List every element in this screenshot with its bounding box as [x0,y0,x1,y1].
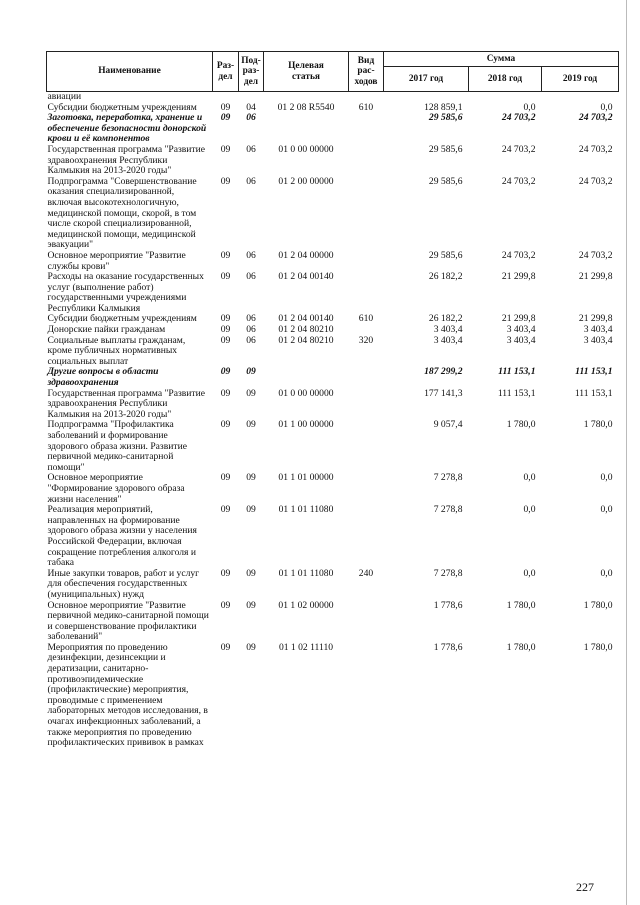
row-razdel-cell: 09 [220,143,231,155]
page-number: 227 [576,880,594,894]
row-2018-cell: 1 780,0 [506,599,536,611]
row-target-cell: 01 2 04 00140 [278,271,334,283]
row-name-cell: Основное мероприятие "Развитие первичной медико-санитарной помощи и совершенствование профилактики заболеваний" [47,599,209,643]
row-target-cell: 01 1 02 00000 [278,599,334,611]
row-target-cell: 01 1 01 11080 [278,567,334,579]
row-podrazdel-cell: 06 [246,175,256,187]
header-target-text: Целевая статья [288,61,324,82]
row-razdel-cell: 09 [220,641,231,653]
row-vid-cell [349,177,384,251]
row-2018-cell: 3 403,4 [506,334,536,346]
row-razdel-cell: 09 [220,112,231,124]
row-vid-cell [349,113,384,145]
row-name-cell: Иные закупки товаров, работ и услуг для обеспечения государственных (муниципальных) нужд [47,567,200,600]
row-vid-cell [349,367,384,388]
row-vid-cell: 320 [358,334,374,346]
row-2018-cell: 3 403,4 [506,324,536,336]
table-row [47,92,619,103]
row-2019-cell: 24 703,2 [578,249,613,261]
row-name-cell: Социальные выплаты гражданам, кроме публичных нормативных социальных выплат [47,334,186,367]
row-2019-cell: 0,0 [600,504,613,516]
row-2019-cell: 24 703,2 [578,112,613,124]
row-2018-cell: 24 703,2 [501,175,536,187]
budget-table-sheet [46,51,618,749]
row-target-cell [264,113,349,145]
row-podrazdel-cell [239,92,264,103]
row-name-cell: Расходы на оказание государственных услуг (выполнение работ) государственными учреждениями Республики Калмыкия [47,271,204,314]
row-target-cell: 01 1 01 11080 [278,504,334,516]
row-podrazdel-cell: 06 [246,112,256,124]
row-podrazdel-cell: 09 [246,567,256,579]
row-podrazdel-cell: 09 [246,419,256,431]
row-razdel-cell: 09 [220,249,231,261]
table-body [47,92,619,749]
row-target-cell: 01 2 04 00140 [278,313,334,325]
row-razdel-cell: 09 [220,567,231,579]
row-vid-cell [349,473,384,505]
row-name-cell: Основное мероприятие "Формирование здорового образа жизни населения" [47,472,185,505]
row-vid-cell [349,420,384,473]
row-2019-cell: 3 403,4 [583,334,613,346]
row-vid-cell [349,272,384,314]
row-podrazdel-cell: 09 [246,641,256,653]
row-2017-cell: 9 057,4 [433,419,463,431]
table-row [47,145,619,177]
row-2018-cell: 0,0 [523,504,536,516]
row-2017-cell: 1 778,6 [433,599,463,611]
table-row [47,367,619,388]
header-podrazdel-text: Под- раз- дел [241,55,261,87]
row-podrazdel-cell: 06 [246,334,256,346]
row-razdel-cell: 09 [220,313,231,325]
row-2017-cell: 29 585,6 [428,112,463,124]
row-target-cell [264,92,349,103]
header-podrazdel [239,52,264,92]
row-podrazdel-cell: 06 [246,313,256,325]
row-2018-cell: 24 703,2 [501,143,536,155]
row-target-cell: 01 0 00 00000 [278,387,334,399]
row-2018-cell [469,92,542,103]
table-row [47,569,619,601]
row-razdel-cell: 09 [220,599,231,611]
row-2019-cell: 21 299,8 [578,313,613,325]
row-2017-cell: 128 859,1 [424,101,463,113]
row-podrazdel-cell: 06 [246,271,256,283]
row-name-cell: Заготовка, переработка, хранение и обеспечение безопасности донорской крови и её компонентов [47,112,207,145]
row-vid-cell: 610 [358,313,374,325]
row-name-cell: авиации [47,91,82,102]
row-podrazdel-cell: 09 [246,387,256,399]
row-razdel-cell: 09 [220,175,231,187]
header-razdel [213,52,239,92]
row-razdel-cell: 09 [220,271,231,283]
row-razdel-cell: 09 [220,472,231,484]
row-vid-cell [349,505,384,569]
row-2017-cell: 26 182,2 [428,271,463,283]
row-name-cell: Основное мероприятие "Развитие службы крови" [47,249,186,272]
row-podrazdel-cell: 09 [246,366,256,378]
row-target-cell: 01 2 04 00000 [278,249,334,261]
row-target-cell: 01 0 00 00000 [278,143,334,155]
row-vid-cell [349,92,384,103]
row-name-cell: Субсидии бюджетным учреждениям [47,313,197,325]
row-razdel-cell: 09 [220,101,231,113]
row-target-cell: 01 2 04 80210 [278,324,334,336]
row-razdel-cell [213,92,239,103]
row-2018-cell: 1 780,0 [506,419,536,431]
table-row [47,505,619,569]
row-name-cell: Подпрограмма "Совершенствование оказания специализированной, включая высокотехнологичную, медицинской помощи, скорой, в том числе скорой специализированной, медицинской помощи, медицинской эвакуации" [47,175,197,251]
row-vid-cell: 240 [358,567,374,579]
row-2017-cell: 7 278,8 [433,567,463,579]
row-2019-cell: 24 703,2 [578,175,613,187]
row-name-cell: Мероприятия по проведению дезинфекции, дезинсекции и дератизации, санитарно-противоэпидемические (профилактические) мероприятия, проводимые с применением лабораторных методов исследования, в очагах инфекционных заболеваний, а также мероприятия по проведению профилактических прививок в рамках [47,641,208,749]
row-podrazdel-cell: 06 [246,249,256,261]
row-name-cell: Субсидии бюджетным учреждениям [47,101,197,113]
row-2019-cell: 0,0 [600,101,613,113]
row-2017-cell: 3 403,4 [433,334,463,346]
table-row [47,251,619,272]
row-2017-cell: 187 299,2 [424,366,463,378]
row-razdel-cell: 09 [220,366,231,378]
row-2017-cell: 7 278,8 [433,504,463,516]
table-row [47,336,619,368]
row-razdel-cell: 09 [220,334,231,346]
row-name-cell: Подпрограмма "Профилактика заболеваний и формирование здорового образа жизни. Развитие первичной медико-санитарной помощи" [47,419,187,473]
row-2019-cell: 1 780,0 [583,419,613,431]
row-vid-cell [349,251,384,272]
header-vid [349,52,384,92]
row-2019-cell: 0,0 [600,567,613,579]
header-vid-text: Вид рас- ходов [354,55,378,87]
header-summa: Сумма [384,52,619,67]
header-razdel-text: Раз- дел [216,61,235,82]
row-razdel-cell: 09 [220,419,231,431]
row-2017-cell: 7 278,8 [433,472,463,484]
row-target-cell: 01 1 00 00000 [278,419,334,431]
row-name-cell: Государственная программа "Развитие здравоохранения Республики Калмыкия на 2013-2020 годы" [47,387,206,420]
row-2019-cell: 111 153,1 [575,366,613,378]
page-edge-line [626,0,627,905]
row-2019-cell: 0,0 [600,472,613,484]
table-row [47,113,619,145]
row-podrazdel-cell: 09 [246,504,256,516]
table-row [47,389,619,421]
header-name: Наименование [47,52,213,92]
table-row [47,272,619,314]
table-row [47,177,619,251]
table-row [47,601,619,643]
row-razdel-cell: 09 [220,387,231,399]
row-2018-cell: 21 299,8 [501,271,536,283]
row-target-cell: 01 2 08 R5540 [277,101,335,113]
row-2019-cell: 3 403,4 [583,324,613,336]
row-2019-cell: 24 703,2 [578,143,613,155]
table-header [47,52,619,92]
row-podrazdel-cell: 09 [246,599,256,611]
row-razdel-cell: 09 [220,504,231,516]
row-2018-cell: 0,0 [523,101,536,113]
header-2017: 2017 год [384,67,469,92]
row-2017-cell [384,92,469,103]
row-2018-cell: 21 299,8 [501,313,536,325]
row-podrazdel-cell: 09 [246,472,256,484]
row-podrazdel-cell: 06 [246,324,256,336]
row-name-cell: Государственная программа "Развитие здравоохранения Республики Калмыкия на 2013-2020 годы" [47,143,206,177]
row-2019-cell: 21 299,8 [578,271,613,283]
row-2017-cell: 1 778,6 [433,641,463,653]
row-podrazdel-cell: 06 [246,143,256,155]
table-row [47,420,619,473]
header-2018: 2018 год [469,67,542,92]
row-2018-cell: 24 703,2 [501,249,536,261]
row-2019-cell: 1 780,0 [583,641,613,653]
row-target-cell: 01 1 02 11110 [278,641,334,653]
table-row [47,643,619,749]
row-vid-cell [349,145,384,177]
row-2018-cell: 0,0 [523,567,536,579]
row-2018-cell: 111 153,1 [498,366,536,378]
row-2017-cell: 29 585,6 [428,249,463,261]
row-vid-cell [349,601,384,643]
row-2017-cell: 3 403,4 [433,324,463,336]
row-target-cell: 01 2 04 80210 [278,334,334,346]
row-razdel-cell: 09 [220,324,231,336]
row-2018-cell: 1 780,0 [506,641,536,653]
row-vid-cell [349,389,384,421]
row-2017-cell: 29 585,6 [428,143,463,155]
row-2018-cell: 24 703,2 [501,112,536,124]
row-2018-cell: 111 153,1 [497,387,536,399]
header-2019: 2019 год [542,67,619,92]
row-vid-cell [349,643,384,749]
row-2017-cell: 26 182,2 [428,313,463,325]
header-target [264,52,349,92]
row-2019-cell: 111 153,1 [574,387,613,399]
row-target-cell: 01 1 01 00000 [278,472,334,484]
row-target-cell: 01 2 00 00000 [278,175,334,187]
row-target-cell [264,367,349,388]
row-podrazdel-cell: 04 [246,101,256,113]
budget-table [46,51,619,749]
row-name-cell: Донорские пайки гражданам [47,324,166,336]
row-2019-cell [542,92,619,103]
row-vid-cell: 610 [358,101,374,113]
row-2018-cell: 0,0 [523,472,536,484]
row-name-cell: Другие вопросы в области здравоохранения [47,366,159,389]
row-2017-cell: 29 585,6 [428,175,463,187]
row-2017-cell: 177 141,3 [424,387,463,399]
row-2019-cell: 1 780,0 [583,599,613,611]
table-row [47,473,619,505]
row-name-cell: Реализация мероприятий, направленных на формирование здорового образа жизни у населения Российской Федерации, включая сокращение потребления алкоголя и табака [47,504,197,569]
